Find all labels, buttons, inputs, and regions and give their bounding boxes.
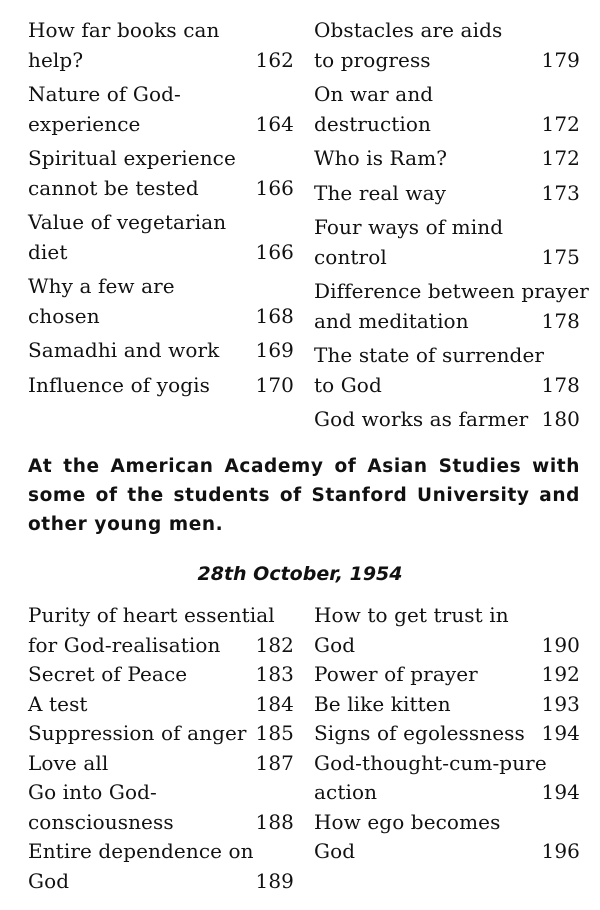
page-number: 185 [255, 721, 294, 745]
entry-title: experience [28, 111, 141, 136]
entry-last-line [314, 243, 580, 273]
contents-entry [314, 213, 580, 272]
contents-entry [314, 601, 580, 660]
page-number: 164 [255, 111, 294, 136]
page-number: 192 [541, 662, 580, 686]
contents-entry [314, 179, 580, 209]
entry-last-line [28, 749, 294, 779]
entry-title: Secret of Peace [28, 662, 188, 686]
page-number: 175 [541, 244, 580, 269]
entry-title-line: Value of vegetarian [28, 210, 227, 234]
contents-entry [28, 690, 294, 720]
entry-last-line [314, 46, 580, 76]
contents-entry [314, 277, 589, 336]
page-number: 169 [255, 338, 294, 362]
page-number: 196 [541, 839, 580, 863]
entry-title: Power of prayer [314, 662, 478, 686]
entry-title: help? [28, 47, 84, 72]
contents-entry [28, 16, 294, 75]
top-left-column [28, 16, 294, 440]
contents-entry [314, 144, 580, 174]
entry-title: chosen [28, 303, 100, 328]
entry-last-line [28, 110, 294, 140]
entry-last-line [314, 371, 580, 401]
page-number: 162 [255, 47, 294, 72]
contents-entry [314, 80, 580, 139]
entry-title: control [314, 244, 387, 269]
entry-title: consciousness [28, 809, 174, 834]
entry-title-line: Difference between prayer [314, 279, 589, 303]
contents-entry [314, 16, 580, 75]
contents-entry [28, 144, 294, 203]
entry-title: cannot be tested [28, 175, 199, 200]
entry-title: action [314, 780, 378, 804]
entry-last-line [314, 660, 580, 690]
entry-last-line [28, 336, 294, 366]
page-number: 193 [541, 691, 580, 716]
entry-title: God [314, 839, 356, 863]
contents-entry [28, 719, 294, 749]
section-date: 28th October, 1954 [197, 563, 403, 585]
entry-title-line: How to get trust in [314, 603, 509, 627]
entry-title-line: Purity of heart essential [28, 603, 275, 627]
page-number: 166 [255, 239, 294, 264]
entry-title-line: Spiritual experience [28, 146, 236, 170]
entry-title: Influence of yogis [28, 372, 210, 397]
contents-entry [28, 660, 294, 690]
top-right-column [314, 16, 589, 440]
entry-title: Love all [28, 750, 109, 775]
page-number: 183 [255, 662, 294, 686]
page-number: 184 [255, 691, 294, 716]
entry-title-line: The state of surrender [314, 343, 545, 367]
entry-title-line: Obstacles are aids [314, 18, 503, 42]
entry-last-line [314, 719, 580, 749]
entry-last-line [314, 307, 580, 337]
contents-entry [28, 80, 294, 139]
contents-entry [28, 371, 294, 401]
entry-last-line [314, 631, 580, 661]
entry-title-line: God-thought-cum-pure [314, 750, 547, 775]
contents-entry [28, 272, 294, 331]
entry-title-line: Go into God- [28, 780, 157, 804]
contents-entry [28, 208, 294, 267]
page-number: 182 [255, 632, 294, 657]
entry-title: God [314, 632, 356, 657]
entry-title: Suppression of anger [28, 721, 247, 745]
entry-title: God works as farmer [314, 407, 529, 431]
entry-title: for God-realisation [28, 632, 221, 657]
entry-title: The real way [314, 180, 447, 205]
contents-entry [314, 749, 580, 808]
contents-entry [28, 601, 294, 660]
page-number: 179 [541, 47, 580, 72]
entry-title: God [28, 868, 70, 893]
page-number: 188 [255, 809, 294, 834]
entry-last-line [28, 238, 294, 268]
page-number: 187 [255, 750, 294, 775]
bottom-left-column [28, 601, 294, 896]
page-number: 178 [541, 372, 580, 397]
entry-last-line [28, 690, 294, 720]
contents-entry [314, 660, 580, 690]
entry-title-line: How far books can [28, 18, 220, 42]
entry-title: diet [28, 239, 68, 264]
entry-last-line [314, 778, 580, 808]
contents-entry [314, 341, 580, 400]
entry-last-line [314, 405, 580, 435]
entry-last-line [28, 867, 294, 897]
entry-title: Be like kitten [314, 691, 451, 716]
entry-last-line [314, 144, 580, 174]
entry-last-line [314, 690, 580, 720]
entry-title: Who is Ram? [314, 146, 448, 170]
page-number: 168 [255, 303, 294, 328]
contents-entry [314, 690, 580, 720]
entry-last-line [28, 631, 294, 661]
entry-title: destruction [314, 111, 432, 136]
page-number: 178 [541, 308, 580, 333]
entry-title-line: On war and [314, 82, 434, 106]
bottom-contents [28, 601, 580, 896]
contents-entry [28, 336, 294, 366]
entry-title-line: Four ways of mind [314, 215, 504, 239]
entry-last-line [28, 719, 294, 749]
contents-entry [314, 405, 580, 435]
entry-title-line: How ego becomes [314, 809, 501, 834]
contents-entry [314, 808, 580, 867]
entry-title: Samadhi and work [28, 338, 220, 362]
entry-title: to progress [314, 47, 431, 72]
top-contents [28, 16, 589, 440]
page-number: 172 [541, 146, 580, 170]
entry-title: and meditation [314, 308, 469, 333]
entry-last-line [314, 837, 580, 867]
bottom-right-column [314, 601, 580, 896]
contents-entry [28, 749, 294, 779]
entry-title: Signs of egolessness [314, 721, 525, 745]
page-number: 166 [255, 175, 294, 200]
contents-entry [28, 837, 294, 896]
entry-last-line [28, 46, 294, 76]
entry-last-line [28, 371, 294, 401]
entry-last-line [28, 660, 294, 690]
page-number: 180 [541, 407, 580, 431]
page-number: 194 [541, 780, 580, 804]
entry-last-line [314, 110, 580, 140]
page-number: 172 [541, 111, 580, 136]
entry-title-line: Why a few are [28, 274, 175, 298]
page-number: 190 [541, 632, 580, 657]
section-heading: At the American Academy of Asian Studies with some of the students of Stanford University and other young men. [28, 456, 580, 535]
entry-title-line: Entire dependence on [28, 839, 254, 863]
entry-title: to God [314, 372, 382, 397]
page-number: 170 [255, 372, 294, 397]
page-number: 194 [541, 721, 580, 745]
contents-entry [28, 778, 294, 837]
entry-last-line [314, 179, 580, 209]
entry-last-line [28, 174, 294, 204]
page-number: 189 [255, 868, 294, 893]
entry-last-line [28, 302, 294, 332]
contents-entry [314, 719, 580, 749]
entry-title: A test [28, 691, 88, 716]
entry-last-line [28, 808, 294, 838]
page-number: 173 [541, 180, 580, 205]
entry-title-line: Nature of God- [28, 82, 181, 106]
